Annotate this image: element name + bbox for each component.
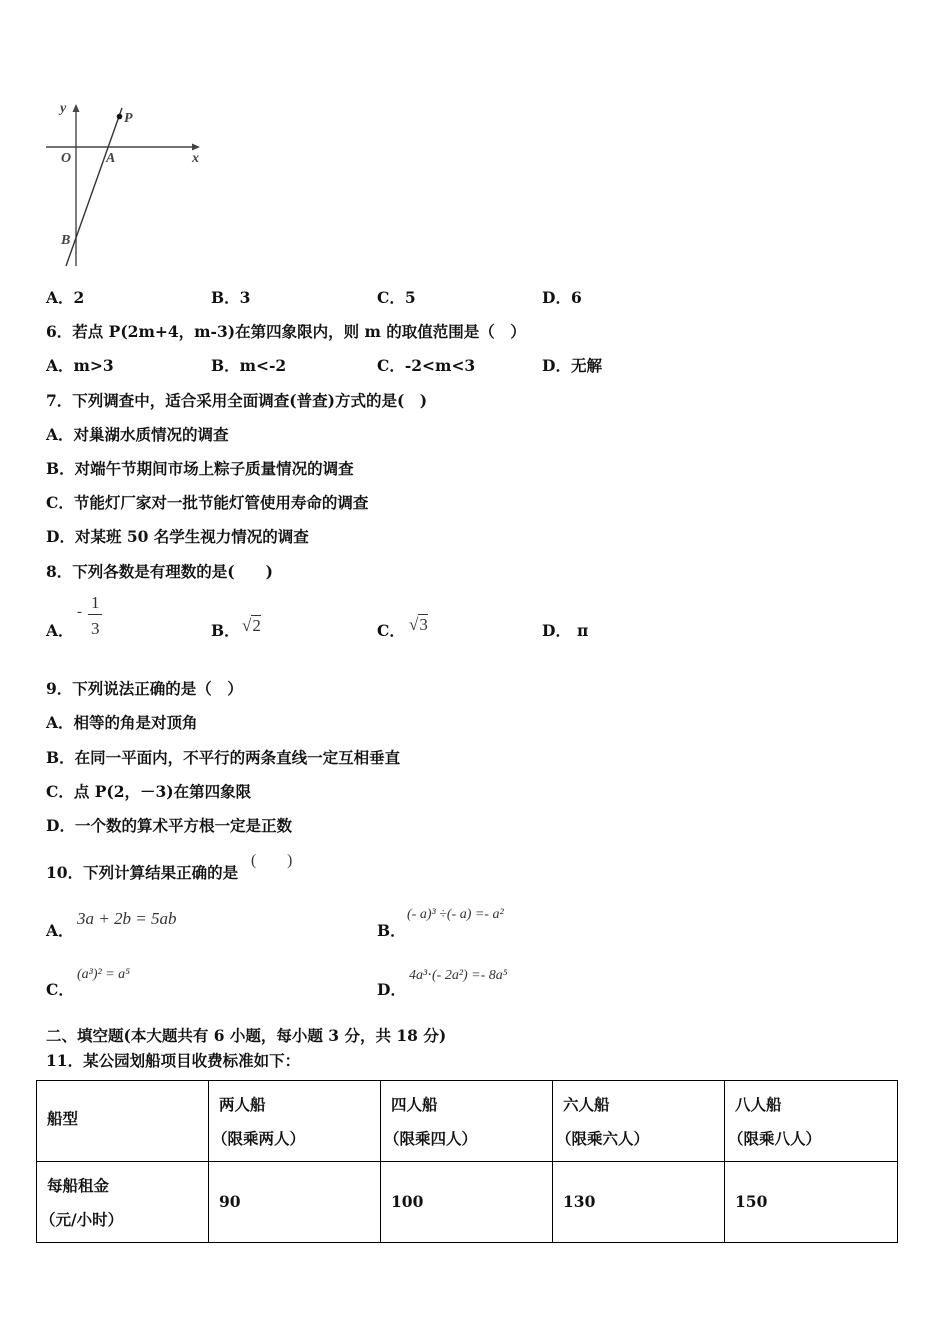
table-cell — [37, 1162, 209, 1243]
q5-option-a[interactable] — [46, 286, 84, 308]
option-text: 2 — [73, 288, 85, 307]
table-cell — [553, 1081, 725, 1162]
y-axis-label: y — [60, 101, 67, 116]
table-cell — [209, 1162, 381, 1243]
table-row — [37, 1162, 898, 1243]
point-p-label: P — [124, 111, 133, 126]
q10-stem: 10．下列计算结果正确的是 — [46, 863, 239, 882]
origin-label: O — [61, 151, 72, 166]
q8-option-d[interactable] — [542, 619, 588, 641]
q8-option-b-radical — [242, 616, 261, 636]
option-text: m>3 — [73, 356, 114, 375]
q6-stem: 6．若点 P(2m+4，m-3)在第四象限内，则 m 的取值范围是（ ） — [46, 322, 526, 341]
option-letter: D． — [542, 621, 571, 640]
table-row — [37, 1081, 898, 1162]
q9-option-c[interactable]: C．点 P(2，－3)在第四象限 — [46, 782, 252, 801]
q7-option-b[interactable]: B．对端午节期间市场上粽子质量情况的调查 — [46, 459, 354, 478]
option-text: 5 — [404, 288, 416, 307]
table-cell — [725, 1081, 898, 1162]
q8-option-c-letter[interactable]: C． — [377, 621, 405, 640]
option-text: π — [576, 621, 589, 640]
q10-option-b-letter[interactable]: B． — [377, 921, 406, 940]
option-letter: C． — [377, 356, 405, 375]
q5-option-c[interactable] — [377, 286, 416, 308]
q10-option-c-expr: (a³)² = a⁵ — [77, 967, 131, 982]
q10-option-a-expr: 3a + 2b = 5ab — [77, 909, 177, 928]
boat-name: 八人船 — [735, 1095, 782, 1114]
radical-sign: √ — [409, 615, 419, 634]
q8-option-a-denominator: 3 — [91, 619, 100, 638]
table-cell — [37, 1081, 209, 1162]
q10-option-d-expr: 4a³⋅(- 2a²) =- 8a⁵ — [409, 968, 508, 983]
option-text: 无解 — [570, 356, 602, 375]
q7-option-c[interactable]: C．节能灯厂家对一批节能灯管使用寿命的调查 — [46, 493, 369, 512]
fraction-bar — [88, 614, 102, 615]
q8-option-b-letter[interactable]: B． — [211, 621, 240, 640]
boat-name: 六人船 — [563, 1095, 610, 1114]
q10-option-b-expr: (- a)³ ÷(- a) =- a² — [407, 907, 504, 922]
radicand: 3 — [419, 615, 428, 634]
boat-name: 两人船 — [219, 1095, 266, 1114]
q10-paren: ( ) — [251, 852, 293, 869]
option-text: 3 — [239, 288, 251, 307]
q6-option-d[interactable] — [542, 354, 602, 376]
point-a-label: A — [106, 151, 116, 166]
q8-stem: 8．下列各数是有理数的是( ) — [46, 562, 273, 581]
q7-stem: 7．下列调查中，适合采用全面调查(普查)方式的是( ) — [46, 391, 428, 410]
q9-option-a[interactable]: A．相等的角是对顶角 — [46, 713, 198, 732]
q11-stem: 11．某公园划船项目收费标准如下： — [46, 1051, 301, 1070]
boat-name: 四人船 — [391, 1095, 438, 1114]
table-cell — [725, 1162, 898, 1243]
table-cell — [381, 1162, 553, 1243]
boat-price: 100 — [391, 1192, 424, 1211]
radicand: 2 — [252, 616, 261, 635]
x-axis-label: x — [192, 151, 199, 166]
option-letter: A． — [46, 288, 74, 307]
q6-option-a[interactable] — [46, 354, 114, 376]
option-letter: A． — [46, 356, 74, 375]
boat-price: 130 — [563, 1192, 596, 1211]
row-label-rent-unit: （元/小时） — [40, 1210, 124, 1229]
boat-limit: （限乘四人） — [384, 1129, 478, 1148]
option-text: m<-2 — [239, 356, 287, 375]
option-letter: D． — [542, 288, 571, 307]
q8-option-a-sign: - — [77, 604, 82, 620]
q10-option-d-letter[interactable]: D． — [377, 980, 406, 999]
boat-limit: （限乘八人） — [728, 1129, 822, 1148]
q9-option-b[interactable]: B．在同一平面内，不平行的两条直线一定互相垂直 — [46, 748, 401, 767]
option-letter: B． — [211, 288, 240, 307]
q8-option-a-letter[interactable]: A． — [46, 621, 74, 640]
q9-option-d[interactable]: D．一个数的算术平方根一定是正数 — [46, 816, 292, 835]
q10-option-a-letter[interactable]: A． — [46, 921, 74, 940]
table-cell — [553, 1162, 725, 1243]
q7-option-d[interactable]: D．对某班 50 名学生视力情况的调查 — [46, 527, 309, 546]
row-label-rent: 每船租金 — [47, 1176, 110, 1195]
option-text: -2<m<3 — [404, 356, 476, 375]
q9-stem: 9．下列说法正确的是（ ） — [46, 679, 243, 698]
boat-price: 150 — [735, 1192, 768, 1211]
fee-table — [36, 1080, 898, 1243]
boat-price: 90 — [219, 1192, 241, 1211]
option-letter: B． — [211, 356, 240, 375]
section-heading: 二、填空题(本大题共有 6 小题，每小题 3 分，共 18 分) — [46, 1026, 447, 1045]
point-b-label: B — [61, 233, 71, 248]
row-label-type: 船型 — [47, 1109, 79, 1128]
table-cell — [209, 1081, 381, 1162]
boat-limit: （限乘两人） — [212, 1129, 306, 1148]
q6-option-c[interactable] — [377, 354, 475, 376]
q6-option-b[interactable] — [211, 354, 286, 376]
q7-option-a[interactable]: A．对巢湖水质情况的调查 — [46, 425, 229, 444]
boat-limit: （限乘六人） — [556, 1129, 650, 1148]
q10-option-c-letter[interactable]: C． — [46, 980, 74, 999]
q8-option-c-radical — [409, 615, 428, 635]
coordinate-figure — [40, 96, 210, 271]
q8-option-a-numerator: 1 — [91, 593, 100, 612]
option-letter: C． — [377, 288, 405, 307]
option-text: 6 — [570, 288, 582, 307]
q5-option-b[interactable] — [211, 286, 250, 308]
q5-option-d[interactable] — [542, 286, 582, 308]
radical-sign: √ — [242, 616, 252, 635]
option-letter: D． — [542, 356, 571, 375]
table-cell — [381, 1081, 553, 1162]
